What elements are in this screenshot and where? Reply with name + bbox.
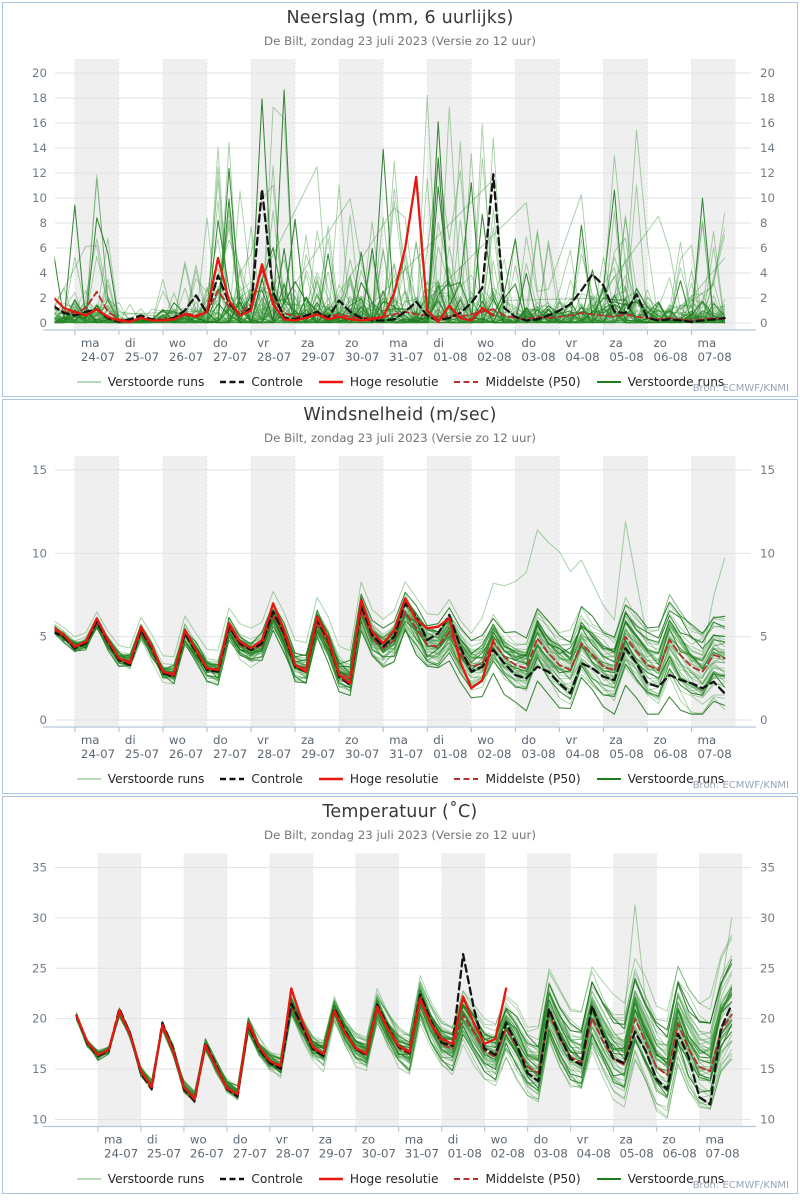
x-tick-date: 30-07 <box>361 1146 396 1161</box>
y-tick-label-right: 18 <box>760 91 776 105</box>
x-tick-date: 02-08 <box>490 1146 525 1161</box>
precipitation-panel <box>2 2 798 397</box>
legend-label: Middelste (P50) <box>485 772 581 786</box>
x-tick-date: 06-08 <box>653 747 688 761</box>
x-tick-date: 27-07 <box>212 350 248 364</box>
legend-label: Verstoorde runs <box>107 1172 205 1186</box>
x-tick-weekday: di <box>146 1132 158 1147</box>
x-tick-weekday: di <box>433 336 445 350</box>
y-tick-label-left: 10 <box>31 1112 47 1127</box>
x-tick-weekday: di <box>433 733 445 747</box>
day-band <box>442 853 485 1126</box>
y-tick-label-right: 0 <box>760 713 768 727</box>
x-tick-date: 02-08 <box>477 350 512 364</box>
chart-subtitle: De Bilt, zondag 23 juli 2023 (Versie zo 12 uur) <box>264 34 536 48</box>
x-tick-weekday: wo <box>168 336 186 350</box>
y-tick-label-right: 10 <box>760 191 776 205</box>
y-tick-label-left: 10 <box>31 191 47 205</box>
x-tick-weekday: vr <box>275 1132 288 1147</box>
x-tick-date: 29-07 <box>318 1146 354 1161</box>
y-tick-label-right: 5 <box>760 629 768 644</box>
x-tick-date: 26-07 <box>189 1146 225 1161</box>
y-tick-label-left: 20 <box>31 66 47 80</box>
x-tick-weekday: zo <box>653 336 667 350</box>
x-tick-date: 30-07 <box>345 747 380 761</box>
x-tick-date: 27-07 <box>212 747 248 761</box>
windspeed-panel <box>2 399 798 794</box>
x-tick-date: 06-08 <box>662 1146 697 1161</box>
x-tick-date: 05-08 <box>619 1146 654 1161</box>
y-tick-label-left: 15 <box>31 1062 47 1077</box>
legend-label: Middelste (P50) <box>485 1172 581 1186</box>
x-tick-date: 05-08 <box>609 350 644 364</box>
x-tick-weekday: zo <box>653 733 667 747</box>
day-band <box>163 456 207 727</box>
chart-title: Windsnelheid (m/sec) <box>303 405 497 425</box>
day-band <box>98 853 141 1126</box>
y-tick-label-left: 14 <box>31 141 47 155</box>
y-tick-label-left: 20 <box>31 1011 47 1026</box>
x-tick-weekday: di <box>124 733 136 747</box>
x-tick-weekday: wo <box>490 1132 508 1147</box>
x-tick-weekday: ma <box>697 336 717 350</box>
x-tick-weekday: do <box>212 733 228 747</box>
x-tick-weekday: vr <box>257 733 269 747</box>
x-tick-weekday: wo <box>168 733 186 747</box>
x-tick-date: 02-08 <box>477 747 512 761</box>
x-tick-weekday: za <box>609 336 623 350</box>
x-tick-date: 01-08 <box>447 1146 482 1161</box>
legend-label: Verstoorde runs <box>107 375 205 389</box>
x-tick-date: 24-07 <box>80 350 116 364</box>
legend-label: Hoge resolutie <box>349 1172 439 1186</box>
x-tick-weekday: ma <box>80 733 100 747</box>
x-tick-date: 25-07 <box>146 1146 182 1161</box>
legend-label: Controle <box>251 772 303 786</box>
x-tick-date: 04-08 <box>576 1146 611 1161</box>
x-tick-weekday: za <box>301 733 315 747</box>
x-tick-weekday: vr <box>565 336 578 350</box>
x-tick-date: 04-08 <box>565 350 600 364</box>
chart-title: Temperatuur (˚C) <box>322 802 478 822</box>
x-tick-date: 28-07 <box>257 747 292 761</box>
y-tick-label-left: 0 <box>39 713 47 727</box>
y-tick-label-left: 25 <box>31 961 47 976</box>
temperature-panel <box>2 796 798 1194</box>
y-tick-label-left: 15 <box>31 463 47 477</box>
x-tick-date: 04-08 <box>565 747 600 761</box>
chart-subtitle: De Bilt, zondag 23 juli 2023 (Versie zo 12 uur) <box>264 828 536 842</box>
y-tick-label-left: 2 <box>39 291 47 305</box>
y-tick-label-right: 12 <box>760 166 776 180</box>
x-tick-weekday: za <box>301 336 315 350</box>
y-tick-label-right: 10 <box>760 1112 776 1127</box>
x-tick-weekday: zo <box>345 336 359 350</box>
x-tick-date: 30-07 <box>345 350 380 364</box>
x-tick-weekday: zo <box>662 1132 676 1147</box>
y-tick-label-left: 0 <box>39 316 47 330</box>
legend-label: Verstoorde runs <box>107 772 205 786</box>
chart-subtitle: De Bilt, zondag 23 juli 2023 (Versie zo 12 uur) <box>264 431 536 445</box>
x-tick-weekday: za <box>619 1132 633 1147</box>
x-tick-weekday: vr <box>576 1132 589 1147</box>
page-title: Neerslag (mm, 6 uurlijks) <box>286 8 514 28</box>
day-band <box>75 456 119 727</box>
y-tick-label-right: 16 <box>760 116 776 130</box>
x-tick-date: 29-07 <box>301 747 336 761</box>
y-tick-label-right: 0 <box>760 316 768 330</box>
x-tick-date: 29-07 <box>301 350 336 364</box>
y-tick-label-right: 15 <box>760 1062 776 1077</box>
y-tick-label-right: 35 <box>760 860 776 875</box>
x-tick-date: 07-08 <box>697 747 732 761</box>
x-tick-weekday: vr <box>257 336 269 350</box>
y-tick-label-left: 35 <box>31 860 47 875</box>
x-tick-weekday: zo <box>361 1132 376 1147</box>
x-tick-weekday: ma <box>389 336 408 350</box>
x-tick-date: 01-08 <box>433 747 468 761</box>
x-tick-weekday: vr <box>565 733 578 747</box>
x-tick-date: 01-08 <box>433 350 468 364</box>
day-band <box>692 456 736 727</box>
x-tick-weekday: do <box>521 733 537 747</box>
x-tick-weekday: ma <box>404 1132 424 1147</box>
x-tick-date: 25-07 <box>124 350 160 364</box>
x-tick-date: 28-07 <box>275 1146 311 1161</box>
x-tick-weekday: ma <box>80 336 100 350</box>
legend-label: Controle <box>251 375 303 389</box>
x-tick-date: 26-07 <box>168 350 204 364</box>
x-tick-date: 24-07 <box>80 747 116 761</box>
x-tick-weekday: za <box>318 1132 333 1147</box>
x-tick-weekday: ma <box>389 733 408 747</box>
x-tick-weekday: ma <box>103 1132 123 1147</box>
x-tick-weekday: di <box>124 336 136 350</box>
y-tick-label-right: 4 <box>760 266 768 280</box>
y-tick-label-right: 6 <box>760 241 768 255</box>
x-tick-weekday: do <box>521 336 537 350</box>
x-tick-weekday: ma <box>697 733 717 747</box>
y-tick-label-right: 2 <box>760 291 768 305</box>
legend-label: Verstoorde runs <box>627 1172 725 1186</box>
legend-label: Hoge resolutie <box>349 772 439 786</box>
x-tick-date: 03-08 <box>521 747 556 761</box>
y-tick-label-right: 25 <box>760 961 776 976</box>
legend-label: Controle <box>251 1172 303 1186</box>
y-tick-label-right: 20 <box>760 1011 776 1026</box>
source-credit: Bron: ECMWF/KNMI <box>692 383 789 394</box>
x-tick-date: 24-07 <box>103 1146 139 1161</box>
legend-label: Verstoorde runs <box>627 375 725 389</box>
x-tick-date: 28-07 <box>257 350 292 364</box>
x-tick-date: 05-08 <box>609 747 644 761</box>
x-tick-weekday: wo <box>189 1132 207 1147</box>
y-tick-label-right: 20 <box>760 66 776 80</box>
x-tick-date: 25-07 <box>124 747 160 761</box>
windspeed-plot <box>3 400 797 793</box>
y-tick-label-left: 5 <box>39 629 47 644</box>
y-tick-label-left: 4 <box>39 266 47 280</box>
x-tick-weekday: ma <box>705 1132 725 1147</box>
y-tick-label-right: 15 <box>760 463 776 477</box>
y-tick-label-right: 8 <box>760 216 768 230</box>
x-tick-date: 31-07 <box>389 350 424 364</box>
x-tick-weekday: za <box>609 733 623 747</box>
legend-label: Middelste (P50) <box>485 375 581 389</box>
x-tick-date: 06-08 <box>653 350 688 364</box>
x-tick-weekday: do <box>212 336 228 350</box>
x-tick-date: 26-07 <box>168 747 204 761</box>
x-tick-date: 03-08 <box>521 350 556 364</box>
y-tick-label-left: 30 <box>31 910 47 925</box>
x-tick-weekday: wo <box>477 336 495 350</box>
x-tick-date: 07-08 <box>697 350 732 364</box>
x-tick-weekday: di <box>447 1132 459 1147</box>
x-tick-weekday: do <box>533 1132 549 1147</box>
source-credit: Bron: ECMWF/KNMI <box>692 780 789 791</box>
temperature-plot <box>3 797 797 1193</box>
x-tick-date: 27-07 <box>232 1146 268 1161</box>
y-tick-label-left: 8 <box>39 216 47 230</box>
x-tick-weekday: zo <box>345 733 359 747</box>
y-tick-label-left: 12 <box>31 166 47 180</box>
legend-label: Hoge resolutie <box>349 375 439 389</box>
x-tick-weekday: do <box>232 1132 248 1147</box>
x-tick-weekday: wo <box>477 733 495 747</box>
day-band <box>427 456 471 727</box>
y-tick-label-left: 18 <box>31 91 47 105</box>
y-tick-label-left: 16 <box>31 116 47 130</box>
day-band <box>184 853 227 1126</box>
x-tick-date: 03-08 <box>533 1146 568 1161</box>
source-credit: Bron: ECMWF/KNMI <box>692 1180 789 1191</box>
x-tick-date: 31-07 <box>389 747 424 761</box>
legend-label: Verstoorde runs <box>627 772 725 786</box>
y-tick-label-right: 14 <box>760 141 776 155</box>
precipitation-plot <box>3 3 797 396</box>
y-tick-label-right: 30 <box>760 910 776 925</box>
x-tick-date: 07-08 <box>705 1146 740 1161</box>
y-tick-label-left: 10 <box>31 546 47 561</box>
x-tick-date: 31-07 <box>404 1146 439 1161</box>
y-tick-label-right: 10 <box>760 546 776 561</box>
y-tick-label-left: 6 <box>39 241 47 255</box>
